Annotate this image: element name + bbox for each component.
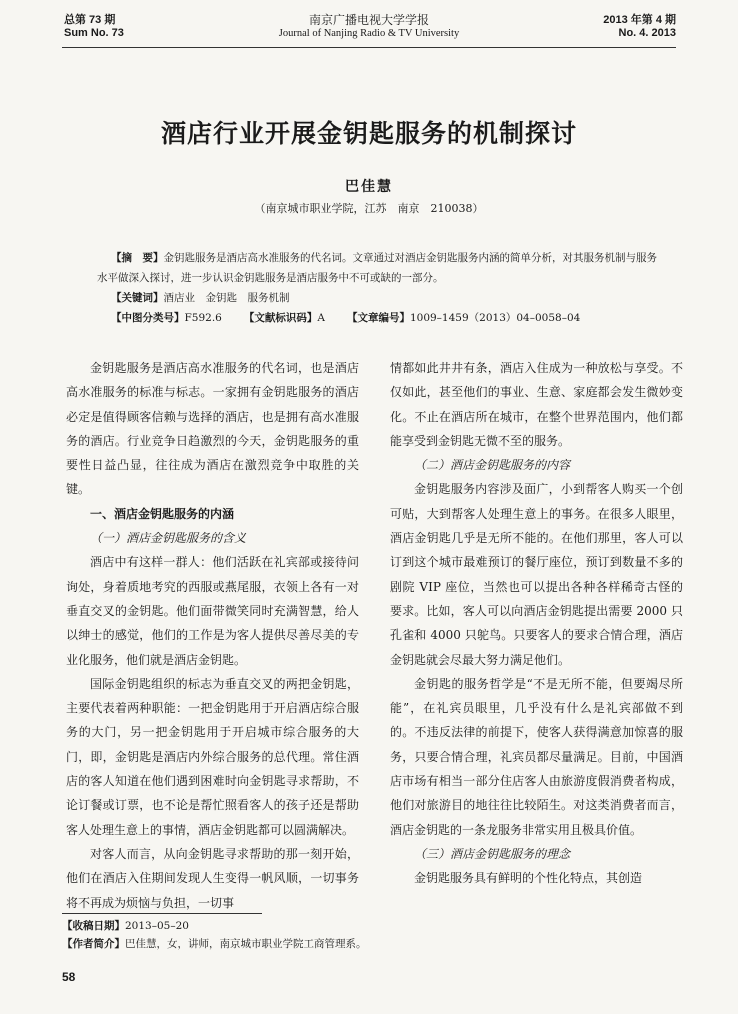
body-column-left bbox=[66, 356, 359, 915]
subsection-heading: （一）酒店金钥匙服务的含义 bbox=[90, 531, 247, 546]
footnote-rule bbox=[62, 913, 262, 914]
abstract-label: 【摘 要】 bbox=[111, 252, 164, 264]
header-rule bbox=[62, 47, 676, 48]
keywords-label: 【关键词】 bbox=[111, 292, 164, 304]
author-bio-text: 巴佳慧，女，讲师，南京城市职业学院工商管理系。 bbox=[125, 938, 367, 950]
paragraph: 国际金钥匙组织的标志为垂直交叉的两把金钥匙，主要代表着两种职能：一把金钥匙用于开启酒店综合服务的大门，另一把金钥匙用于开启城市综合服务的大门，即，金钥匙是酒店内外综合服务的总代理。常住酒店的客人知道在他们遇到困难时向金钥匙寻求帮助，不论订餐或订票，也不论是帮忙照看客人的孩子还是帮助客人处理生意上的事情，酒店金钥匙都可以圆满解决。 bbox=[66, 676, 359, 837]
keywords-text: 酒店业 金钥匙 服务机制 bbox=[163, 292, 290, 304]
doc-code-label: 【文献标识码】 bbox=[243, 312, 318, 324]
journal-name-cn: 南京广播电视大学学报 bbox=[308, 13, 429, 27]
section-heading: 一、酒店金钥匙服务的内涵 bbox=[90, 506, 235, 521]
received-value: 2013–05–20 bbox=[125, 920, 189, 932]
paragraph-continued: 情都如此井井有条，酒店入住成为一种放松与享受。不仅如此，甚至他们的事业、生意、家庭都会发生微妙变化。不止在酒店所在城市，在整个世界范围内，他们都能享受到金钥匙无微不至的服务。 bbox=[390, 361, 683, 448]
paragraph: 酒店中有这样一群人：他们活跃在礼宾部或接待问询处，身着质地考究的西服或燕尾服，衣领上各有一对垂直交叉的金钥匙。他们面带微笑同时充满智慧，给人以绅士的感觉，他们的工作是为客人提供尽善尽美的专业化服务，他们就是酒店金钥匙。 bbox=[66, 555, 359, 667]
clc-label: 【中图分类号】 bbox=[111, 312, 185, 324]
received-date bbox=[62, 917, 367, 935]
clc-value: F592.6 bbox=[184, 312, 222, 324]
doc-code-group bbox=[244, 308, 325, 328]
received-label: 【收稿日期】 bbox=[62, 920, 125, 932]
paragraph: 金钥匙服务具有鲜明的个性化特点，其创造 bbox=[414, 871, 643, 886]
article-author: 巴佳慧 bbox=[345, 179, 393, 195]
paragraph: 金钥匙的服务哲学是“不是无所不能，但要竭尽所能”，在礼宾员眼里，几乎没有什么是礼宾部做不到的。不违反法律的前提下，使客人获得满意加惊喜的服务，只要合情合理，礼宾员都尽量满足。目前，中国酒店市场有相当一部分住店客人由旅游度假消费者构成，他们对旅游目的地往往比较陌生。对这类消费者而言，酒店金钥匙的一条龙服务非常实用且极具价值。 bbox=[390, 676, 683, 837]
classification-line bbox=[97, 308, 660, 328]
subsection-heading: （三）酒店金钥匙服务的理念 bbox=[414, 846, 571, 861]
subsection-heading: （二）酒店金钥匙服务的内容 bbox=[414, 458, 571, 473]
issue-year-en: No. 4. 2013 bbox=[618, 27, 676, 39]
doc-code-value: A bbox=[317, 312, 325, 324]
abstract bbox=[97, 248, 660, 288]
issue-total-en: Sum No. 73 bbox=[64, 27, 124, 39]
body-column-right bbox=[390, 356, 683, 891]
article-title: 酒店行业开展金钥匙服务的机制探讨 bbox=[160, 119, 577, 148]
paragraph: 金钥匙服务内容涉及面广，小到帮客人购买一个创可贴，大到帮客人处理生意上的事务。在很多人眼里，酒店金钥匙几乎是无所不能的。在他们那里，客人可以订到这个城市最难预订的餐厅座位，预订到数量不多的剧院 VIP 座位，当然也可以提出各种各样稀奇古怪的要求。比如，客人可以向酒店金钥匙提出需要 2000 只孔雀和 4000 只鸵鸟。只要客人的要求合情合理，酒店金钥匙就会尽最大努力满足他们。 bbox=[390, 482, 683, 667]
page-number: 58 bbox=[62, 970, 76, 984]
article-no-label: 【文章编号】 bbox=[346, 312, 410, 324]
keywords bbox=[97, 288, 660, 308]
author-affiliation: （南京城市职业学院，江苏 南京 210038） bbox=[254, 202, 484, 215]
abstract-block bbox=[97, 248, 660, 328]
article-no-value: 1009–1459（2013）04–0058–04 bbox=[409, 312, 581, 324]
journal-name-en: Journal of Nanjing Radio & TV University bbox=[278, 28, 460, 39]
clc-group bbox=[111, 308, 222, 328]
abstract-text: 金钥匙服务是酒店高水准服务的代名词。文章通过对酒店金钥匙服务内涵的简单分析，对其服务机制与服务水平做深入探讨，进一步认识金钥匙服务是酒店服务中不可或缺的一部分。 bbox=[97, 252, 657, 284]
header-right bbox=[603, 14, 676, 40]
paragraph: 对客人而言，从向金钥匙寻求帮助的那一刻开始，他们在酒店入住期间发现人生变得一帆风顺，一切事务将不再成为烦恼与负担，一切事 bbox=[66, 846, 359, 910]
issue-total-cn: 总第 73 期 bbox=[64, 14, 116, 26]
author-bio bbox=[62, 935, 367, 953]
issue-year-cn: 2013 年第 4 期 bbox=[603, 14, 676, 26]
author-bio-label: 【作者简介】 bbox=[62, 938, 125, 950]
paragraph: 金钥匙服务是酒店高水准服务的代名词，也是酒店高水准服务的标准与标志。一家拥有金钥匙服务的酒店必定是值得顾客信赖与选择的酒店，也是拥有高水准服务的酒店。行业竞争日趋激烈的今天，金钥匙服务的重要性日益凸显，往往成为酒店在激烈竞争中取胜的关键。 bbox=[66, 361, 359, 497]
footnote bbox=[62, 917, 367, 953]
article-no-group bbox=[347, 308, 580, 328]
